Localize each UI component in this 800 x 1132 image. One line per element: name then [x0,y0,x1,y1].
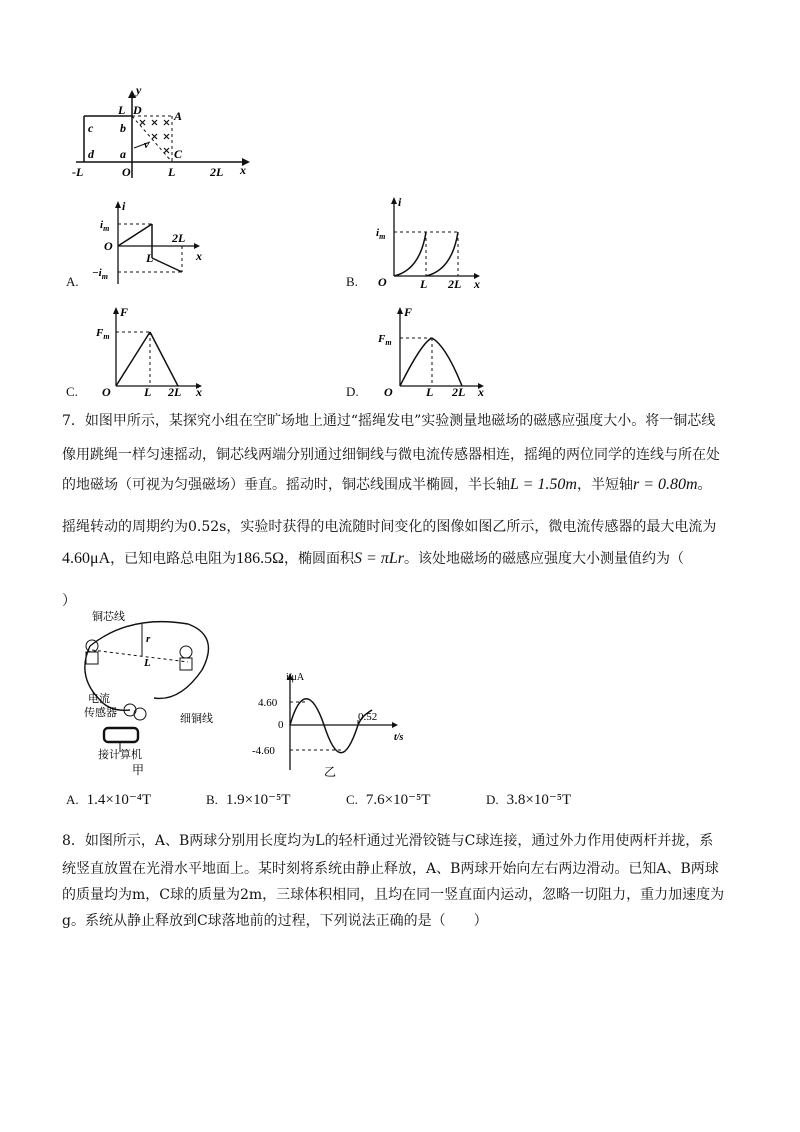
label-L: L [144,657,151,669]
label-x: x [474,277,480,288]
svg-text:im [100,219,109,233]
choice-B[interactable] [206,790,290,809]
label-b: b [120,121,126,135]
svg-text:im: $i_m$ [376,227,386,241]
q7-line6: ） [62,593,76,609]
q7-formula-L: L = 1.50m [510,476,577,493]
q7-line3-text-b: ，半短轴 [576,477,633,493]
q7-line3 [62,474,752,496]
label-F: F [404,306,413,319]
label-O: O [104,239,113,253]
q7-line5 [62,548,752,570]
figure-yi [248,670,418,780]
option-A-graph [92,200,212,286]
label-x: x [240,163,246,177]
label-L: L [144,385,152,398]
label-2L: 2L [452,385,466,398]
label-v: v [144,139,149,151]
choice-C[interactable] [346,790,430,809]
label-ylabel: i/μA [286,672,305,683]
label-O: O [122,165,131,179]
label-L: L [420,277,428,288]
label-i: i [122,200,126,213]
label-Fm: F [378,333,386,345]
label-i: i [398,196,402,209]
label-2L: 2L [448,277,462,288]
caption-jia: 甲 [132,763,145,777]
label-im: i [376,227,380,239]
label-2L: 2L [172,231,186,245]
label-wire: 铜芯线 [92,611,125,623]
label-C: C [174,147,183,161]
label-ymin: -4.60 [252,745,275,757]
label-O: O [102,385,111,398]
q7-formula-I: 4.60μA [62,550,111,567]
label-O: O [378,275,387,288]
q7-formula-r: r = 0.80m [632,476,698,493]
choice-A[interactable] [66,790,151,809]
magnetic-field-diagram [70,88,250,180]
label-L-top: L [118,103,126,117]
q7-line1: 7．如图甲所示，某探究小组在空旷场地上通过“摇绳发电”实验测量地磁场的磁感应强度大小。将一铜芯线 [62,413,716,429]
label-im: i [100,219,104,231]
choice-D-label: D. [486,792,499,807]
label-Fm: F [96,327,104,339]
label-a: a [120,147,126,161]
label-r: r [146,633,151,645]
option-D-label[interactable]: D. [346,384,359,399]
choice-D[interactable] [486,790,571,809]
option-C-graph [94,306,214,398]
choice-D-value: 3.8×10⁻⁵T [506,792,572,808]
label-computer: 接计算机 [98,749,142,761]
label-sensor-1: 电流 [88,693,110,705]
q8-line1: 8．如图所示，A、B两球分别用长度均为L的轻杆通过光滑铰链与C球连接，通过外力作用使两杆并拢，系 [62,833,714,849]
q7-line3-text-c: 。 [697,477,712,493]
q8-line2: 统竖直放置在光滑水平地面上。某时刻将系统由静止释放，A、B两球开始向左右两边滑动。已知A、B两球 [62,861,719,877]
q7-line5-text-c: 。该处地磁场的磁感应强度大小测量值约为（ [403,551,684,567]
label-neg-L: -L [72,165,84,179]
svg-text:Fm: $F_m$ [378,333,392,347]
option-D-graph [376,306,496,398]
q7-line5-text-a: ，已知电路总电阻为 [110,551,237,567]
choice-C-label: C. [346,792,358,807]
label-O: O [384,385,393,398]
label-sensor-2: 传感器 [84,707,117,719]
label-xlabel: t/s [394,732,404,743]
label-O: 0 [278,719,284,731]
choice-B-value: 1.9×10⁻⁵T [225,792,291,808]
q8-line3: 的质量均为m，C球的质量为2m，三球体积相同，且均在同一竖直面内运动，忽略一切阻力，重力加速度为 [62,887,725,903]
svg-text:−im: $-i_m$ [92,267,108,281]
choice-A-value: 1.4×10⁻⁴T [86,792,152,808]
q7-line4: 摇绳转动的周期约为0.52s，实验时获得的电流随时间变化的图像如图乙所示，微电流传感器的最大电流为 [62,519,717,535]
label-x: x [478,385,484,398]
label-y: y [136,88,142,97]
label-neg-im: −i [92,267,102,279]
svg-text:Fm: $F_m$ [96,327,110,341]
label-x: x [196,249,202,263]
option-B-graph [370,196,490,288]
label-L: L [168,165,176,179]
label-2L: 2L [210,165,224,179]
label-A: A [174,109,183,123]
label-L: L [426,385,434,398]
q7-line5-text-b: ，椭圆面积 [284,551,355,567]
q7-line3-text-a: 的地磁场（可视为匀强磁场）垂直。摇动时，铜芯线围成半椭圆，半长轴 [62,477,510,493]
label-F: F [120,306,129,319]
label-c: c [88,121,94,135]
label-im-sub: m [103,224,110,233]
label-L: L [146,251,154,265]
label-ymax: 4.60 [258,697,278,709]
choice-C-value: 7.6×10⁻⁵T [365,792,431,808]
label-t-end: 0.52 [358,711,378,723]
figure-jia [70,610,240,780]
q7-line2: 像用跳绳一样匀速摇动，铜芯线两端分别通过细铜线与微电流传感器相连，摇绳的两位同学的连线与所在处 [62,447,720,463]
label-d: d [88,147,94,161]
q7-formula-R: 186.5Ω [236,550,285,567]
q7-formula-S: S = πLr [354,550,404,567]
label-D: D [133,103,142,117]
label-x: x [196,385,202,398]
option-B-label[interactable]: B. [346,274,358,289]
caption-yi: 乙 [324,765,337,779]
q8-line4: g。系统从静止释放到C球落地前的过程，下列说法正确的是（ ） [62,913,488,929]
option-A-label[interactable]: A. [66,274,79,289]
choice-B-label: B. [206,792,218,807]
label-2L: 2L [168,385,182,398]
choice-A-label: A. [66,792,79,807]
option-C-label[interactable]: C. [66,384,78,399]
label-thin-wire: 细铜线 [180,713,213,725]
